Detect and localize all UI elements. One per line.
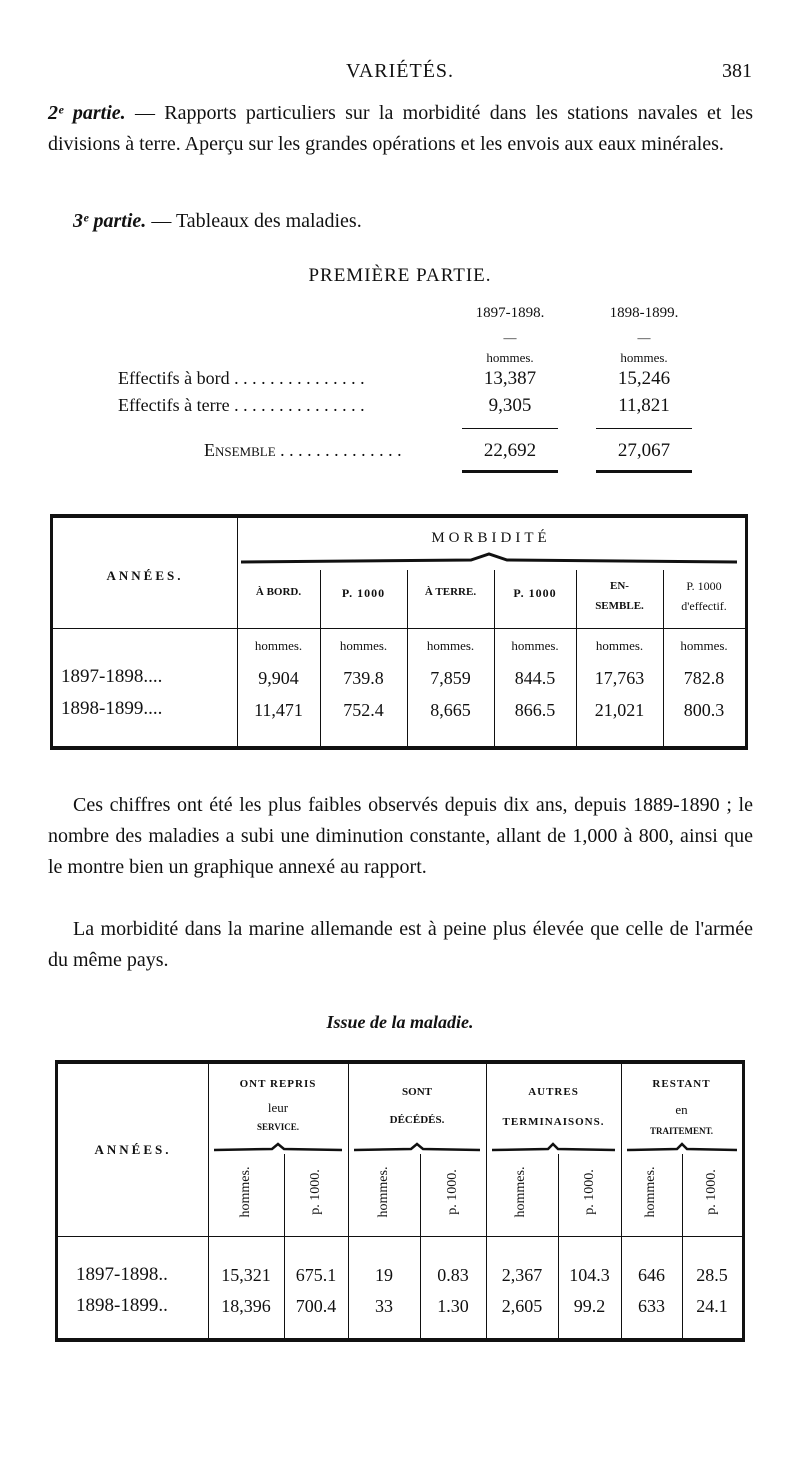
part2-paragraph bbox=[48, 98, 753, 160]
group-1-line2: leur bbox=[267, 1100, 289, 1115]
col-ensemble: EN- SEMBLE. bbox=[595, 580, 644, 612]
issue-cell: 24.1 bbox=[696, 1296, 728, 1316]
unit-cell: hommes. bbox=[595, 638, 644, 653]
issue-cell: 0.83 bbox=[437, 1265, 469, 1285]
issue-brace-1 bbox=[214, 1142, 342, 1154]
morbidite-cell: 782.8 bbox=[683, 668, 725, 688]
group-3-line1: AUTRES bbox=[528, 1086, 579, 1098]
group-2-line2: DÉCÉDÉS. bbox=[389, 1114, 445, 1126]
morbidite-brace bbox=[241, 552, 737, 566]
unit-cell: hommes. bbox=[511, 638, 559, 653]
issue-header-rule bbox=[58, 1236, 742, 1237]
part2-text: — Rapports particuliers sur la morbidité dans les stations navales et les divisions à terre. Aperçu sur les grandes opérations et les envois aux eaux minérales. bbox=[48, 102, 753, 155]
issue-cell: 2,367 bbox=[501, 1265, 543, 1285]
page-number: 381 bbox=[722, 60, 752, 82]
ensemble-1898: 27,067 bbox=[617, 440, 671, 461]
sub-p1000: p. 1000. bbox=[582, 1169, 597, 1215]
part3-label: 3ᵉ partie. bbox=[73, 210, 147, 232]
morbidite-cell: 11,471 bbox=[254, 700, 303, 720]
effectifs-terre-1897: 9,305 bbox=[488, 395, 532, 416]
morbidite-cell: 17,763 bbox=[594, 668, 645, 688]
col-p1000-terre: P. 1000 bbox=[513, 586, 557, 600]
morbidite-cell: 800.3 bbox=[683, 700, 725, 720]
effectifs-col2-unit: hommes. bbox=[620, 350, 668, 365]
issue-cell: 646 bbox=[638, 1265, 665, 1285]
issue-brace-3 bbox=[492, 1142, 615, 1154]
issue-caption: Issue de la maladie. bbox=[326, 1012, 474, 1032]
issue-cell: 1.30 bbox=[437, 1296, 469, 1316]
effectifs-col1-unit: hommes. bbox=[486, 350, 534, 365]
morbidite-annees-header: ANNÉES. bbox=[106, 568, 184, 583]
morbidite-cell: 9,904 bbox=[258, 668, 299, 688]
effectifs-col1-header: 1897-1898. bbox=[475, 305, 545, 321]
issue-cell: 18,396 bbox=[221, 1296, 271, 1316]
sub-hommes: hommes. bbox=[376, 1166, 391, 1218]
premiere-partie-title: PREMIÈRE PARTIE. bbox=[308, 265, 492, 286]
effectifs-col1-dash: — bbox=[503, 330, 517, 345]
morbidite-row-year: 1898-1899.... bbox=[61, 698, 163, 719]
sum-rule-2 bbox=[596, 428, 692, 429]
sub-p1000: p. 1000. bbox=[308, 1169, 323, 1215]
morbidite-table bbox=[50, 514, 748, 750]
ensemble-label: Ensemble . . . . . . . . . . . . . . bbox=[204, 440, 402, 460]
col-p1000-effectif: P. 1000 d'effectif. bbox=[681, 579, 727, 613]
running-header: VARIÉTÉS. bbox=[345, 60, 455, 82]
issue-cell: 19 bbox=[375, 1265, 393, 1285]
effectifs-terre-label: Effectifs à terre . . . . . . . . . . . . . . . bbox=[118, 395, 365, 415]
effectifs-bord-label: Effectifs à bord . . . . . . . . . . . . . . . bbox=[118, 368, 365, 388]
morbidite-cell: 739.8 bbox=[343, 668, 384, 688]
unit-cell: hommes. bbox=[339, 638, 388, 653]
morbidite-cell: 7,859 bbox=[430, 668, 471, 688]
sub-p1000: p. 1000. bbox=[445, 1169, 460, 1215]
group-4-line3: TRAITEMENT. bbox=[649, 1126, 714, 1136]
sub-hommes: hommes. bbox=[238, 1166, 253, 1218]
morbidite-header-rule bbox=[53, 628, 745, 629]
sub-p1000: p. 1000. bbox=[704, 1169, 719, 1215]
effectifs-col2-dash: — bbox=[637, 330, 651, 345]
morbidite-cell: 21,021 bbox=[594, 700, 645, 720]
issue-row-year: 1898-1899.. bbox=[76, 1295, 168, 1316]
part2-label: 2ᵉ partie. bbox=[48, 102, 126, 124]
effectifs-col2-header: 1898-1899. bbox=[609, 305, 679, 321]
issue-cell: 700.4 bbox=[295, 1296, 337, 1316]
morbidite-group-header: MORBIDITÉ bbox=[431, 530, 551, 546]
ensemble-1897: 22,692 bbox=[483, 440, 537, 461]
morbidite-cell: 8,665 bbox=[430, 700, 471, 720]
col-a-bord: À BORD. bbox=[255, 586, 302, 598]
group-4-line2: en bbox=[675, 1102, 688, 1117]
group-4-line1: RESTANT bbox=[652, 1078, 711, 1090]
unit-cell: hommes. bbox=[680, 638, 728, 653]
total-rule-1 bbox=[462, 470, 558, 473]
sum-rule-1 bbox=[462, 428, 558, 429]
issue-cell: 633 bbox=[638, 1296, 665, 1316]
body-paragraph-1: Ces chiffres ont été les plus faibles observés depuis dix ans, depuis 1889-1890 ; le nombre des maladies a subi une diminution constante, allant de 1,000 à 800, ainsi que le montre bien un graphique annexé au rapport. bbox=[48, 794, 753, 878]
issue-cell: 2,605 bbox=[501, 1296, 543, 1316]
col-a-terre: À TERRE. bbox=[424, 586, 477, 598]
part3-paragraph bbox=[48, 206, 753, 237]
issue-cell: 675.1 bbox=[295, 1265, 337, 1285]
sub-hommes: hommes. bbox=[513, 1166, 528, 1218]
morbidite-cell: 752.4 bbox=[343, 700, 384, 720]
unit-cell: hommes. bbox=[426, 638, 475, 653]
body-paragraph-2: La morbidité dans la marine allemande est à peine plus élevée que celle de l'armée du même pays. bbox=[48, 918, 753, 971]
part3-text: — Tableaux des maladies. bbox=[146, 210, 362, 232]
effectifs-bord-1898: 15,246 bbox=[617, 368, 671, 389]
group-2-line1: SONT bbox=[402, 1086, 432, 1098]
issue-cell: 28.5 bbox=[696, 1265, 728, 1285]
morbidite-cell: 844.5 bbox=[514, 668, 556, 688]
issue-cell: 15,321 bbox=[221, 1265, 271, 1285]
issue-cell: 104.3 bbox=[569, 1265, 610, 1285]
issue-annees-header: ANNÉES. bbox=[94, 1142, 172, 1157]
issue-brace-2 bbox=[354, 1142, 480, 1154]
issue-row-year: 1897-1898.. bbox=[76, 1264, 168, 1285]
group-1-line3: SERVICE. bbox=[257, 1122, 299, 1132]
group-3-line2: TERMINAISONS. bbox=[502, 1116, 605, 1128]
total-rule-2 bbox=[596, 470, 692, 473]
issue-cell: 33 bbox=[375, 1296, 393, 1316]
issue-table bbox=[55, 1060, 745, 1342]
issue-cell: 99.2 bbox=[573, 1296, 606, 1316]
effectifs-bord-1897: 13,387 bbox=[483, 368, 537, 389]
effectifs-terre-1898: 11,821 bbox=[618, 395, 670, 416]
col-p1000-bord: P. 1000 bbox=[341, 586, 386, 600]
unit-cell: hommes. bbox=[254, 638, 303, 653]
morbidite-cell: 866.5 bbox=[514, 700, 556, 720]
group-1-line1: ONT REPRIS bbox=[239, 1078, 317, 1090]
morbidite-row-year: 1897-1898.... bbox=[61, 666, 163, 687]
issue-brace-4 bbox=[627, 1142, 737, 1154]
sub-hommes: hommes. bbox=[643, 1166, 658, 1218]
